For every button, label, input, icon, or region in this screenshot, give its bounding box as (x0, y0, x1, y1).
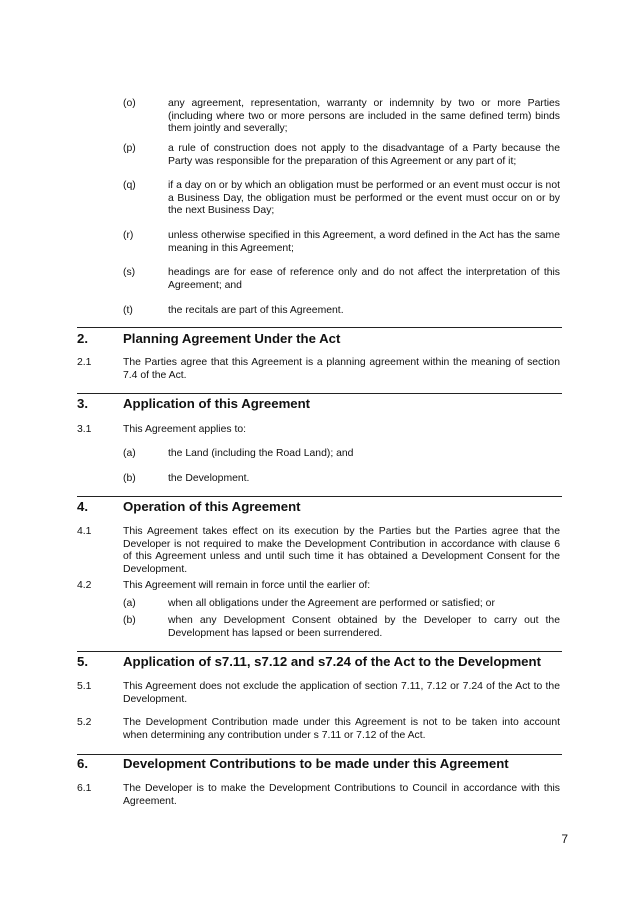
section-divider (77, 327, 562, 328)
subitem-label: (a) (123, 448, 136, 459)
section-heading: Planning Agreement Under the Act (123, 331, 341, 346)
section-heading: Application of s7.11, s7.12 and s7.24 of the Act to the Development (123, 654, 541, 669)
list-item-label: (p) (123, 143, 136, 154)
subitem-label: (b) (123, 473, 136, 484)
section-number: 2. (77, 331, 88, 346)
subitem-label: (a) (123, 598, 136, 609)
section-divider (77, 651, 562, 652)
list-item-text: the recitals are part of this Agreement. (168, 305, 344, 316)
list-item-text: any agreement, representation, warranty or indemnity by two or more Parties (including where two or more persons are included in the same defined term) binds them jointly and severally; (168, 98, 560, 135)
clause-number: 5.2 (77, 717, 92, 728)
clause-text: This Agreement applies to: (123, 424, 247, 435)
section-heading: Development Contributions to be made under this Agreement (123, 756, 509, 771)
clause-number: 4.2 (77, 580, 92, 591)
clause-text: This Agreement does not exclude the application of section 7.11, 7.12 or 7.24 of the Act to the Development. (123, 681, 560, 705)
list-item-label: (o) (123, 98, 136, 109)
list-item-label: (t) (123, 305, 133, 316)
section-number: 4. (77, 499, 88, 514)
list-item-label: (r) (123, 230, 134, 241)
clause-number: 5.1 (77, 681, 92, 692)
page-number: 7 (561, 832, 568, 846)
section-number: 5. (77, 654, 88, 669)
subitem-text: the Development. (168, 473, 250, 484)
clause-text: This Agreement will remain in force until the earlier of: (123, 580, 371, 591)
subitem-label: (b) (123, 615, 136, 626)
section-heading: Application of this Agreement (123, 396, 311, 411)
section-divider (77, 393, 562, 394)
clause-number: 2.1 (77, 357, 92, 368)
clause-text: The Parties agree that this Agreement is a planning agreement within the meaning of section 7.4 of the Act. (123, 357, 560, 381)
list-item-label: (q) (123, 180, 136, 191)
section-number: 6. (77, 756, 88, 771)
section-divider (77, 754, 562, 755)
subitem-text: when any Development Consent obtained by the Developer to carry out the Development has lapsed or been surrendered. (168, 615, 560, 639)
clause-text: This Agreement takes effect on its execution by the Parties but the Parties agree that the Developer is not required to make the Development Contribution in accordance with clause 6 of this Agreement unless and until such time it has obtained a Development Consent for the Development. (123, 526, 560, 575)
section-heading: Operation of this Agreement (123, 499, 301, 514)
clause-text: The Developer is to make the Development Contributions to Council in accordance with this Agreement. (123, 783, 560, 807)
clause-number: 6.1 (77, 783, 92, 794)
list-item-text: headings are for ease of reference only and do not affect the interpretation of this Agreement; and (168, 267, 560, 291)
subitem-text: when all obligations under the Agreement are performed or satisfied; or (168, 598, 495, 609)
subitem-text: the Land (including the Road Land); and (168, 448, 354, 459)
list-item-text: a rule of construction does not apply to the disadvantage of a Party because the Party was responsible for the preparation of this Agreement or any part of it; (168, 143, 560, 167)
section-divider (77, 496, 562, 497)
list-item-text: if a day on or by which an obligation must be performed or an event must occur is not a Business Day, the obligation must be performed or the event must occur on or by the next Business Day; (168, 180, 560, 217)
clause-number: 4.1 (77, 526, 92, 537)
clause-text: The Development Contribution made under this Agreement is not to be taken into account when determining any contribution under s 7.11 or 7.12 of the Act. (123, 717, 560, 741)
clause-number: 3.1 (77, 424, 92, 435)
list-item-text: unless otherwise specified in this Agreement, a word defined in the Act has the same meaning in this Agreement; (168, 230, 560, 254)
section-number: 3. (77, 396, 88, 411)
list-item-label: (s) (123, 267, 136, 278)
